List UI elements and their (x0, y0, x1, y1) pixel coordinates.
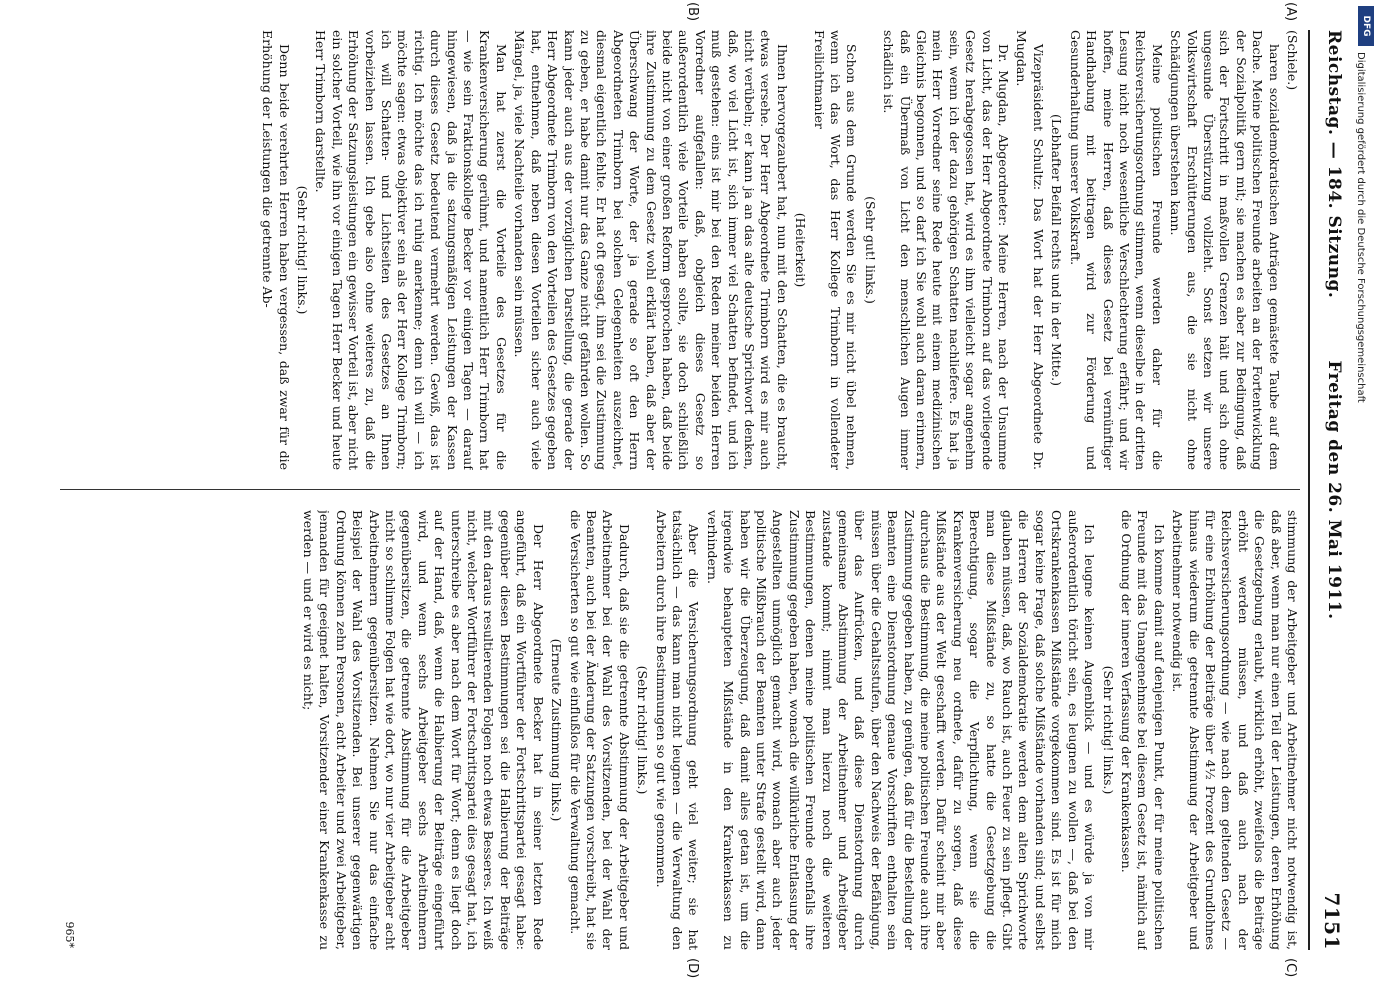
paragraph: Denn beide verehrten Herren haben vergessen, daß zwar für die Erhöhung der Leistungen die getrennte Ab- (260, 30, 292, 470)
header-date: Freitag den 26. Mai 1911. (1324, 360, 1344, 620)
footer-number: 965* (63, 921, 76, 948)
margin-marker-c: (C) (1283, 958, 1298, 978)
paragraph: Schon aus dem Grunde werden Sie es mir nicht übel nehmen, wenn ich das Wort, das Herr Kollege Trimborn in vollendeter Freilichtmanier (811, 30, 860, 470)
dfg-logo: DFG (1358, 6, 1374, 46)
margin-marker-b: (B) (685, 2, 700, 22)
paragraph: Dadurch, daß sie die getrennte Abstimmung der Arbeitgeber und Arbeitnehmer bei der Wahl des Vorsitzenden, bei der Wahl der Beamten, auch bei der Änderung der Satzungen vorschreibt, hat sie die Versicherten so gut wie einflußlos für die Verwaltung gemacht. (567, 510, 632, 950)
page-header (1308, 30, 1350, 950)
paragraph: Der Herr Abgeordnete Becker hat in seiner letzten Rede angeführt, daß ein Wortführer der Fortschrittspartei gesagt habe: gegenüber diesen Bestimmungen sei die Halbierung der Beiträge mit den daraus resultierenden Folgen noch etwas Besseres. Ich weiß nicht, welcher Wortführer der Fortschrittspartei dies gesagt hat, ich unterschreibe es aber nach dem Wort für Wort; denn es liegt doch auf der Hand, daß, wenn die Halbierung der Beiträge eingeführt wird, und wenn sechs Arbeitgeber sechs Arbeitnehmern gegenübersitzen, die getrennte Abstimmung für die Arbeitgeber nicht so schlimme Folgen hat wie dort, wo nur vier Arbeitgeber acht Arbeitnehmern gegenübersitzen. Nehmen Sie nur das einfache Beispiel der Wahl des Vorsitzenden. Bei unserer gegenwärtigen Ordnung können zehn Personen, acht Arbeiter und zwei Arbeitgeber, jemanden für geeignet halten, Vorsitzender einer Krankenkasse zu werden — und er wird es nicht; (301, 510, 546, 950)
margin-marker-d: (D) (685, 958, 700, 979)
paragraph: Ihnen hervorgezaubert hat, nun mit den Schatten, die es braucht, etwas versehe. Der Herr Abgeordnete Trimborn wird es mir auch nicht verübeln; er kann ja an das alte deutsche Sprichwort denken, daß, wo viel Licht ist, sich immer viel Schatten befindet, und ich muß gestehen: eins ist mir bei den Reden meiner beiden Herren Vorredner aufgefallen: daß, obgleich dieses Gesetz so außerordentlich viele Vorteile haben sollte, sie doch schließlich beide nicht von einer großen Reform gesprochen haben, daß beide ihre Zustimmung zu dem Gesetz wohl erklärt haben, daß aber der Überschwang der Worte, der ja gerade so oft den Herrn Abgeordneten Trimborn bei solchen Gelegenheiten auszeichnet, diesmal eigentlich fehlte. Er hat oft gesagt, ihm sei die Zustimmung zu geben, er habe damit nur das Ganze nicht gefährden wollen. So kann jeder auch aus der vorzüglichen Darstellung, die gerade der Herr Abgeordnete Trimborn von den Vorteilen des Gesetzes gegeben hat, entnehmen, daß neben diesen Vorteilen sicher auch viele Mängel, ja, viele Nachteile vorhanden sein müssen. (512, 30, 790, 470)
interjection: (Heiterkeit) (793, 212, 809, 288)
text-column-right (60, 510, 1300, 950)
paragraph: Ich komme damit auf denjenigen Punkt, der für meine politischen Freunde mit das Unangenehmste bei diesem Gesetz ist, nämlich auf die Ordnung der inneren Verfassung der Krankenkassen. (1118, 510, 1167, 950)
interjection: (Sehr richtig! links.) (635, 665, 651, 795)
page-number: 7151 (1320, 892, 1344, 950)
paragraph: Dr. Mugdan, Abgeordneter: Meine Herren, nach der Unsumme von Licht, das der Herr Abgeordnete Trimborn auf das vorliegende Gesetz herabgegossen hat, wird es ihm vielleicht sogar angenehm sein, wenn ich der dazu gehörigen Schatten nachliefere. Es hat ja mein Herr Vorredner seine Rede heute mit einem medizinischen Gleichnis begonnen, und so darf ich Sie wohl auch daran erinnern, daß ein Übermaß von Licht den menschlichen Augen immer schädlich ist. (881, 30, 1012, 470)
column-divider (60, 489, 1300, 490)
interjection: (Sehr gut! links.) (862, 196, 878, 304)
text-column-left (60, 30, 1300, 470)
interjection: (Lebhafter Beifall rechts und in der Mitte.) (1049, 113, 1065, 387)
paragraph: stimmung der Arbeitgeber und Arbeitnehmer nicht notwendig ist, daß aber, wenn man nur einen Teil der Leistungen, deren Erhöhung die Gesetzgebung erlaubt, wirklich erhöht, zweifellos die Beiträge erhöht werden müssen, und daß auch nach der Reichsversicherungsordnung — wie nach dem geltenden Gesetz — für eine Erhöhung der Beiträge über 4½ Prozent des Grundlohnes hinaus wiederum die getrennte Abstimmung der Arbeitgeber und Arbeitnehmer notwendig ist. (1170, 510, 1300, 950)
digitization-sidebar (1350, 0, 1383, 1000)
paragraph: Man hat zuerst die Vorteile des Gesetzes für die Krankenversicherung gerühmt, und namentlich Herr Trimborn hat — wie sein Fraktionskollege Becker vor einigen Tagen — darauf hingewiesen, daß ja die satzungsmäßigen Leistungen der Kassen durch dieses Gesetz bedeutend vermehrt werden. Gewiß, das ist richtig. Ich möchte das ich ruhig anerkenne; denn ich will — ich möchte sagen: etwas objektiver sein als der Herr Kollege Trimborn; ich will Schatten- und Lichtseiten des Gesetzes an Ihnen vorbeiziehen lassen. Ich gebe also ohne weiteres zu, daß die Erhöhung der Satzungsleistungen ein gewisser Vorteil ist, aber nicht ein solcher Vorteil, wie ihn vor einigen Tagen Herr Becker und heute Herr Trimborn darstellte. (313, 30, 509, 470)
paragraph: haren sozialdemokratischen Anträgen gemästete Taube auf dem Dache. Meine politischen Freunde arbeiten an der Fortentwicklung der Sozialpolitik gern mit; sie machen es aber zur Bedingung, daß sich der Fortschritt in maßvollen Grenzen hält und sich ohne ungesunde Überstürzung vollzieht. Sonst setzen wir unsere Volkswirtschaft Erschütterungen aus, die sie nicht ohne Schädigungen überstehen kann. (1168, 30, 1282, 470)
interjection: (Sehr richtig! links.) (1100, 665, 1116, 795)
paragraph: Meine politischen Freunde werden daher für die Reichsversicherungsordnung stimmen, wenn dieselbe in der dritten Lesung nicht noch wesentliche Verschlechterung erfährt; und wir hoffen, meine Herren, daß dieses Gesetz bei vernünftiger Handhabung mit beitragen wird zur Förderung und Gesunderhaltung unserer Volkskraft. (1067, 30, 1165, 470)
digitization-note: Digitalisierung gefördert durch die Deutsche Forschungsgemeinschaft (1355, 52, 1366, 403)
newspaper-page (50, 2, 1350, 979)
margin-marker-a: (A) (1283, 2, 1298, 22)
header-session: Reichstag. — 184. Sitzung. (1324, 30, 1344, 299)
paragraph: Vizepräsident Schultz: Das Wort hat der Herr Abgeordnete Dr. Mugdan. (1014, 30, 1046, 470)
interjection: (Erneute Zustimmung links.) (549, 638, 565, 822)
paragraph: Aber die Versicherungsordnung geht viel weiter; sie hat tatsächlich — das kann man nicht leugnen — die Verwaltung den Arbeitern durch ihre Bestimmungen so gut wie genommen. (653, 510, 702, 950)
paragraph: Ich leugne keinen Augenblick — und es würde ja von mir außerordentlich töricht sein, es leugnen zu wollen —, daß bei den Ortskrankenkassen Mißstände vorgekommen sind. Es ist für mich sogar keine Frage, daß solche Mißstände vorhanden sind; und selbst die Herren der Sozialdemokratie werden dem alten Sprichworte glauben müssen, daß, wo Rauch ist, auch Feuer zu sein pflegt. Gibt man diese Mißstände zu, so hatte die Gesetzgebung die Berechtigung, sogar die Verpflichtung, wenn sie die Krankenversicherung neu ordnete, dafür zu sorgen, daß diese Mißstände aus der Welt geschafft werden. Dafür scheint mir aber durchaus die Bestimmung, die meine politischen Freunde auch ihre Zustimmung gegeben haben, zu genügen, daß für die Bestellung der Beamten eine Dienstordnung genaue Vorschriften enthalten sein müssen über die Gehaltsstufen, über den Nachweis der Befähigung, über das Aufrücken, und daß diese Dienstordnung durch gemeinsame Abstimmung der Arbeitnehmer und Arbeitgeber zustande kommt; nimmt man hierzu noch die weiteren Bestimmungen, denen meine politischen Freunde ebenfalls ihre Zustimmung gegeben haben, wonach die willkürliche Entlassung der Angestellten unmöglich gemacht wird, wonach aber auch jeder politische Mißbrauch der Beamten unter Strafe gestellt wird, dann haben wir die Überzeugung, daß damit alles getan ist, um die irgendwie behaupteten Mißstände in den Krankenkassen zu verhindern. (704, 510, 1098, 950)
paragraph: (Schiele.) (1285, 30, 1300, 91)
interjection: (Sehr richtig! links.) (295, 185, 311, 315)
